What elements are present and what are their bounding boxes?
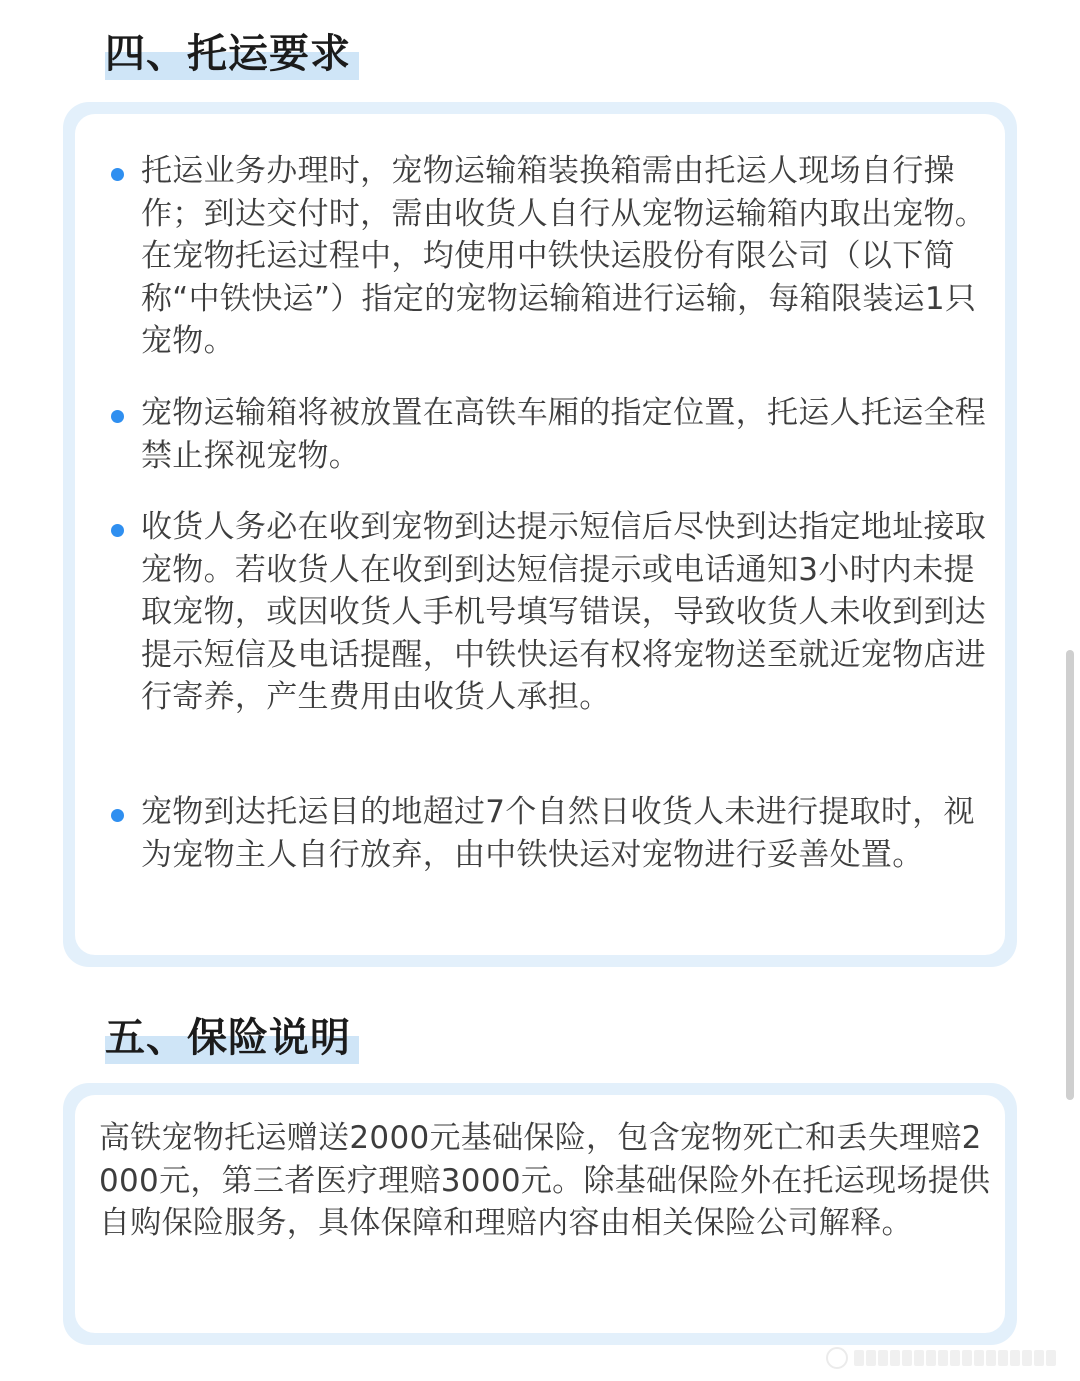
section5-card <box>63 1083 1017 1345</box>
section5-card-body <box>75 1095 1005 1333</box>
bullet-dot-icon <box>111 524 124 537</box>
list-item-text: 宠物到达托运目的地超过7个自然日收货人未进行提取时，视为宠物主人自行放弃，由中铁快运对宠物进行妥善处置。 <box>141 794 975 873</box>
watermark <box>826 1348 1070 1368</box>
list-item-text: 宠物运输箱将被放置在高铁车厢的指定位置，托运人托运全程禁止探视宠物。 <box>141 395 987 474</box>
list-item <box>75 506 987 762</box>
bullet-dot-icon <box>111 168 124 181</box>
bullet-dot-icon <box>111 809 124 822</box>
scrollbar-thumb[interactable] <box>1066 650 1074 1100</box>
watermark-logo-icon <box>826 1347 848 1369</box>
insurance-text: 高铁宠物托运赠送2000元基础保险，包含宠物死亡和丢失理赔2000元，第三者医疗理赔3000元。除基础保险外在托运现场提供自购保险服务，具体保障和理赔内容由相关保险公司解释。 <box>99 1120 991 1242</box>
list-item-text: 收货人务必在收到宠物到达提示短信后尽快到达指定地址接取宠物。若收货人在收到到达短信提示或电话通知3小时内未提取宠物，或因收货人手机号填写错误，导致收货人未收到到达提示短信及电话提醒，中铁快运有权将宠物送至就近宠物店进行寄养，产生费用由收货人承担。 <box>141 509 987 716</box>
list-item <box>75 392 987 478</box>
list-item <box>75 791 975 919</box>
section4-card-body <box>75 114 1005 955</box>
section5-title: 五、保险说明 <box>105 1015 351 1061</box>
list-item-text: 托运业务办理时，宠物运输箱装换箱需由托运人现场自行操作；到达交付时，需由收货人自行从宠物运输箱内取出宠物。在宠物托运过程中，均使用中铁快运股份有限公司（以下简称“中铁快运”）指定的宠物运输箱进行运输，每箱限装运1只宠物。 <box>141 153 987 360</box>
list-item <box>75 150 987 364</box>
section4-title: 四、托运要求 <box>105 31 351 77</box>
bullet-dot-icon <box>111 410 124 423</box>
section4-card <box>63 102 1017 967</box>
